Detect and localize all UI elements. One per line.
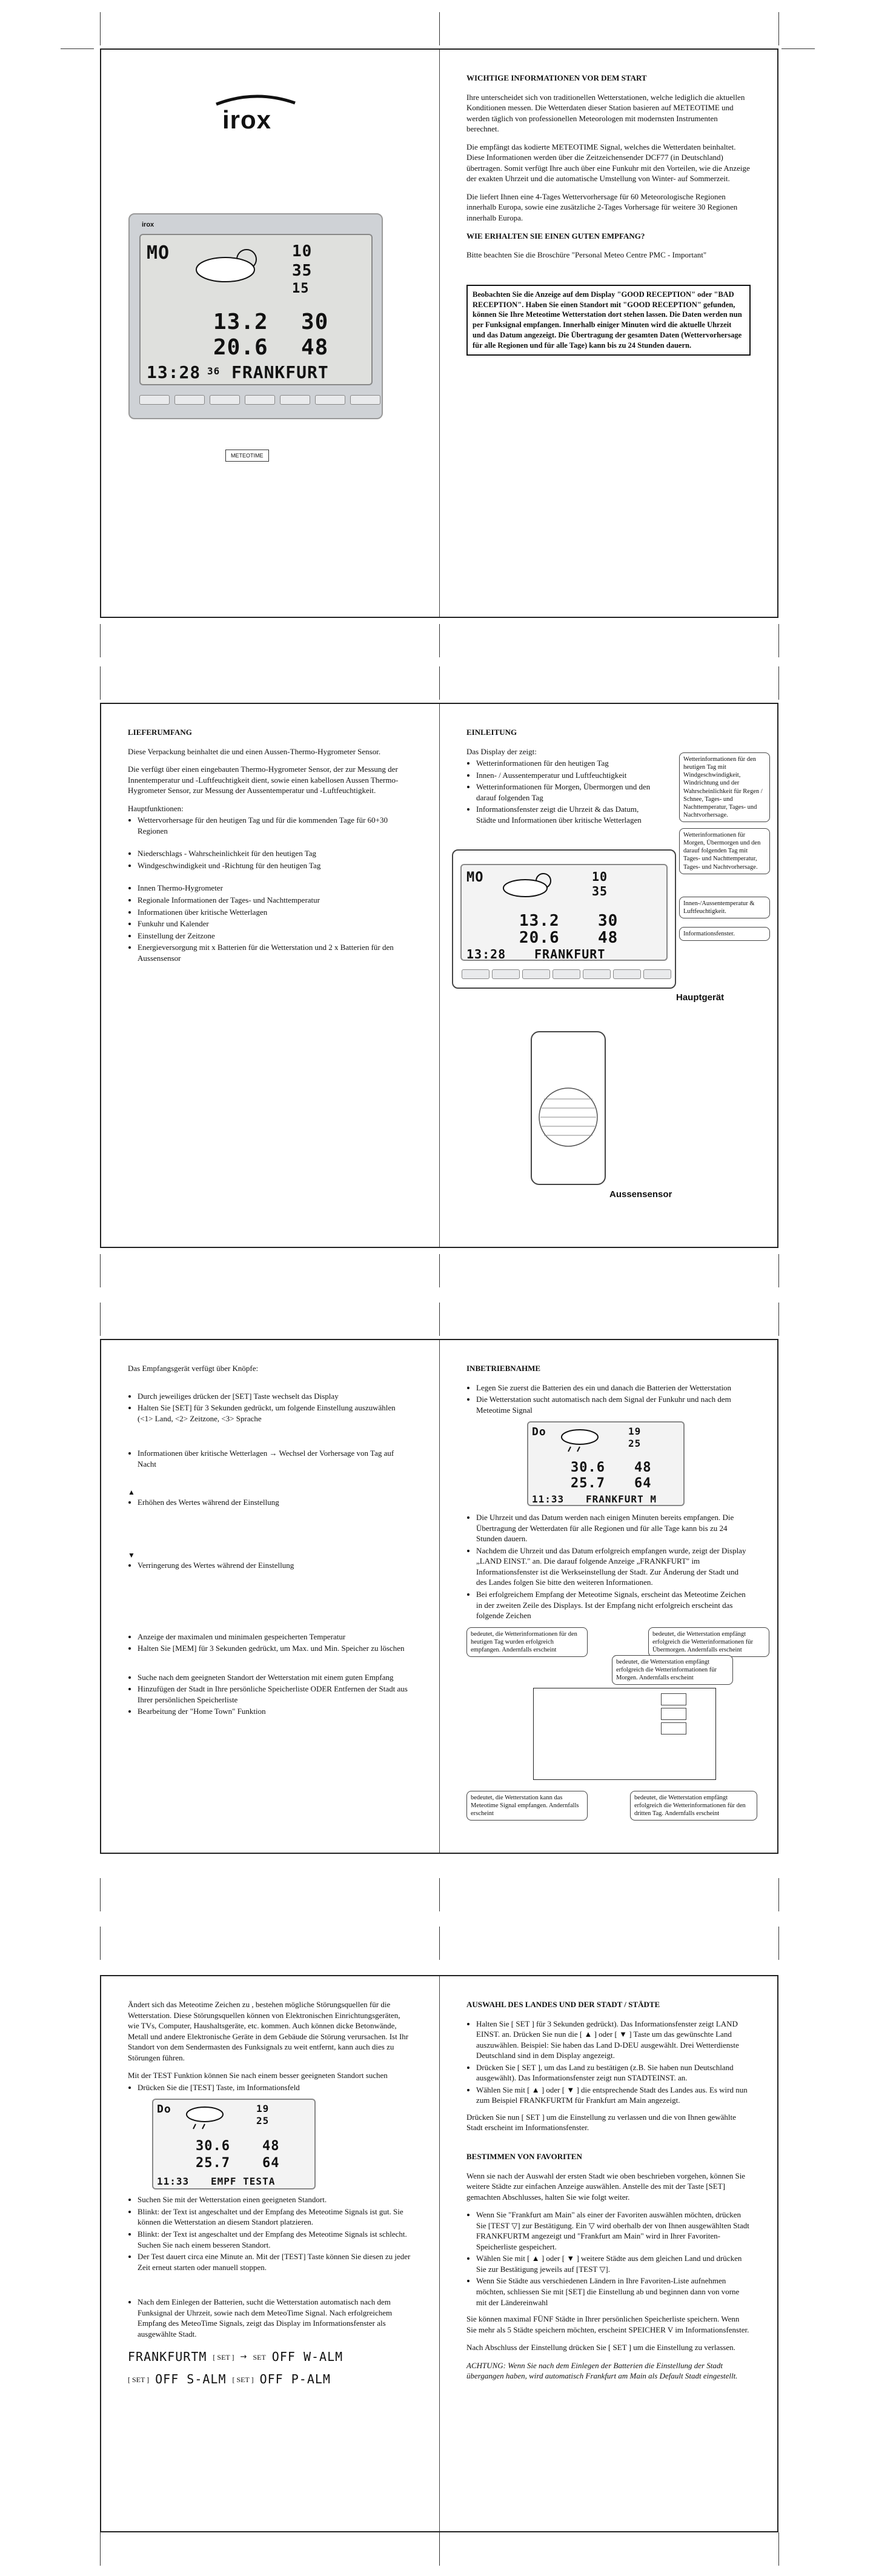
p4-para-r2: Wenn sie nach der Auswahl der ersten Stadt wie oben beschrieben vorgehen, können Sie weitere Städte zur einfachen Anzeige auswählen. Anstelle des mit der Taste [SET] gemachten Abschlusses, halten Sie wie folgt weiter.	[466, 2171, 746, 2202]
lcd-time: 13:28	[466, 947, 506, 961]
lcd-outline-cell	[661, 1693, 686, 1705]
p4-para-r1: Drücken Sie nun [ SET ] um die Einstellung zu verlassen und die von Ihnen gewählte Stadt erscheint im Informationsfenster.	[466, 2112, 736, 2133]
lcd-city: EMPF TESTA	[211, 2176, 276, 2188]
page-3-right	[439, 1340, 777, 1853]
list-item: • Wenn Sie "Frankfurt am Main" als einer der Favoriten auswählen möchten, drücken Sie [TEST ▽] zur Bestätigung. Ein ▽ wird oberhalb der von Ihnen ausgewählten Stadt FRANKFURTM angezeigt und "Frankfurt am Main" wird in Ihrer Favoriten-Speicherliste gespeichert.	[476, 2209, 751, 2252]
list-item: • Bei erfolgreichem Empfang der Meteotime Signals, erscheint das Meteotime Zeichen in der zweiten Zeile des Displays. Ist der Empfang nicht erfolgreich erscheint das folgende Zeichen	[476, 1589, 751, 1621]
down-button-list	[128, 1560, 413, 1571]
p1-para1: Ihre unterscheidet sich von traditionellen Wetterstationen, welche lediglich die aktuellen Konditionen messen. Die Wetterdaten dieser Station basieren auf METEOTIME und werden täglich von professionellen Meteorologen mit modernsten Instrumenten berechnet.	[466, 92, 745, 134]
list-item: • Funkuhr und Kalender	[138, 918, 413, 929]
country-list	[466, 2019, 751, 2106]
p3-intro: Das Empfangsgerät verfügt über Knöpfe:	[128, 1364, 259, 1373]
page-1	[100, 48, 778, 618]
list-item: • Hinzufügen der Stadt in Ihre persönliche Speicherliste ODER Entfernen der Stadt aus Ihrer persönlichen Speicherliste	[138, 1684, 413, 1705]
cloud-rain-icon	[181, 2103, 235, 2130]
irox-logo	[210, 92, 301, 134]
p2-intro-r: Das Display der zeigt:	[466, 746, 537, 756]
list-item: • Wetterinformationen für den heutigen Tag	[476, 758, 658, 769]
cloud-sun-icon	[189, 244, 274, 287]
lcd-sec: 36	[207, 365, 221, 377]
callout-info: Informationsfenster.	[679, 927, 770, 941]
list-item: • Innen Thermo-Hygrometer	[138, 883, 413, 894]
device-button	[245, 395, 275, 405]
list-item: • Windgeschwindigkeit und -Richtung für den heutigen Tag	[138, 860, 413, 871]
display-list	[466, 758, 658, 825]
device-button	[350, 395, 380, 405]
up-button-list	[128, 1497, 413, 1508]
seq-set-3: [ SET ]	[128, 2375, 150, 2384]
lcd-t1: 19	[256, 2103, 270, 2115]
heading-reception: WIE ERHALTEN SIE EINEN GUTEN EMPFANG?	[466, 231, 645, 241]
lcd-t3: 15	[292, 281, 310, 296]
device-button	[210, 395, 240, 405]
list-item: • Durch jeweiliges drücken der [SET] Taste wechselt das Display	[138, 1391, 413, 1402]
seq-set-4: [ SET ]	[232, 2375, 254, 2384]
heading-favorites: BESTIMMEN VON FAVORITEN	[466, 2152, 582, 2162]
next-button-list	[128, 1448, 413, 1469]
note-third-day: bedeutet, die Wetterstation empfängt erfolgreich die Wetterinformationen für den dritten Tag. Andernfalls erscheint	[630, 1791, 757, 1821]
lcd-outline	[533, 1688, 716, 1780]
list-item: • Die Wetterstation sucht automatisch nach dem Signal der Funkuhr und nach dem Meteotime Signal	[476, 1394, 751, 1415]
lcd-time: 13:28	[147, 362, 201, 382]
seq-p-alm: OFF P-ALM	[259, 2372, 331, 2387]
page-4-left	[101, 1976, 439, 2531]
list-item: • Der Test dauert circa eine Minute an. Mit der [TEST] Taste können Sie diesen zu jeder Zeit erneut starten oder manuell stoppen.	[138, 2251, 413, 2272]
p4-para1: Ändert sich das Meteotime Zeichen zu , bestehen mögliche Störungsquellen für die Wetterstation. Diese Störungsquellen können von Elektronischen Einrichtungsgeräten, wie TVs, Computer, Haushaltsgeräte, etc. kommen. Auch können dicke Betonwände, Metall und andere Elektronische Geräte in dem Gebäude die Störung verursachen. Ist Ihr Standort von dem Sendermasten des Funksignals zu weit entfernt, kann auch dies zu Störungen führen.	[128, 2000, 409, 2062]
meteotime-logo-text: METEOTIME	[231, 453, 264, 459]
note-tomorrow: bedeutet, die Wetterstation empfängt erfolgreich die Wetterinformationen für Morgen. Andernfalls erscheint	[612, 1655, 733, 1685]
lcd-in-temp: 30.6	[196, 2139, 230, 2154]
device-buttons	[139, 395, 380, 405]
lcd-t2: 25	[256, 2115, 270, 2127]
list-item: • Erhöhen des Wertes während der Einstellung	[138, 1497, 413, 1508]
lcd-out-temp: 20.6	[519, 929, 560, 947]
device-button	[280, 395, 310, 405]
lcd-city: FRANKFURT	[231, 362, 329, 382]
p1-para4: Bitte beachten Sie die Broschüre "Personal Meteo Centre PMC - Important"	[466, 250, 707, 260]
heading-intro: EINLEITUNG	[466, 728, 517, 737]
sensor-grille-icon	[532, 1032, 605, 1184]
p1-para2: Die empfängt das kodierte METEOTIME Signal, welches die Wetterdaten beinhaltet. Diese Informationen werden über die Zeitzeichensender DCF77 (in Deutschland) übertragen. Somit verfügt Ihre auch über eine Funkuhr mit den Vorteilen, wie die Anzeige der exakten Uhrzeit und die automatische Umstellung von Winter- auf Sommerzeit.	[466, 142, 750, 184]
list-item: • Wettervorhersage für den heutigen Tag und für die kommenden Tage für 60+30 Regionen	[138, 815, 413, 836]
sensor-caption: Aussensensor	[609, 1189, 672, 1200]
test-list-a	[128, 2082, 413, 2093]
lcd-in-hum: 30	[598, 912, 619, 930]
list-item: • Legen Sie zuerst die Batterien des ein und danach die Batterien der Wetterstation	[476, 1383, 751, 1393]
heading-important: WICHTIGE INFORMATIONEN VOR DEM START	[466, 73, 647, 82]
callout-today: Wetterinformationen für den heutigen Tag mit Windgeschwindigkeit, Windrichtung und der Wahrscheinlichkeit für Regen / Schnee, Tages- und Nachttemperatur, Tages- und Nachtvorhersage.	[679, 752, 770, 822]
lcd-day: Do	[532, 1426, 546, 1439]
lcd-out-temp: 25.7	[196, 2156, 230, 2171]
list-item: • Wetterinformationen für Morgen, Übermorgen und den darauf folgenden Tag	[476, 782, 658, 803]
device-button	[613, 969, 641, 979]
cloud-sun-icon	[498, 870, 565, 900]
alarm-sequence-1	[128, 2349, 413, 2365]
list-item: • Informationen über kritische Wetterlagen	[138, 907, 413, 918]
lcd-out-hum: 64	[634, 1476, 652, 1492]
device-button	[139, 395, 170, 405]
heading-contents: LIEFERUMFANG	[128, 728, 192, 737]
lcd-t1: 10	[592, 869, 608, 884]
down-arrow-icon: ▼	[128, 1551, 135, 1560]
p2-para: Die verfügt über einen eingebauten Thermo-Hygrometer Sensor, der zur Messung der Innentemperatur und -Luftfeuchtigkeit dient, sowie einen kabellosen Aussen Thermo-Hygrometer Sensor, zur Messung der Aussentemperatur und -Luftfeuchtigkeit.	[128, 765, 399, 795]
lcd-t2: 35	[592, 884, 608, 898]
seq-set-1: [ SET ]	[213, 2352, 234, 2362]
list-item: • Verringerung des Wertes während der Einstellung	[138, 1560, 413, 1571]
p2-intro: Diese Verpackung beinhaltet die und einen Aussen-Thermo-Hygrometer Sensor.	[128, 746, 381, 756]
reception-box: Beobachten Sie die Anzeige auf dem Display "GOOD RECEPTION" oder "BAD RECEPTION". Haben Sie einen Standort mit "GOOD RECEPTION" gefunden, können Sie Ihre Meteotime Wetterstation dort stehen lassen. Die Daten werden nun per Funksignal empfangen. Innerhalb einiger Minuten wird die aktuelle Uhrzeit und das Datum angezeigt. Die Übertragung der gesamten Daten (Wettervorhersage für alle Regionen und für alle Tage) kann bis zu 24 Stunden dauern.	[466, 285, 751, 356]
seq-set-2: SET	[253, 2352, 266, 2362]
lcd-out-hum: 48	[598, 929, 619, 947]
lcd-outline-cell	[661, 1708, 686, 1720]
lcd-out-temp: 25.7	[571, 1476, 605, 1492]
meteotime-logo	[225, 450, 269, 462]
lcd-in-hum: 48	[634, 1460, 652, 1476]
list-item: • Halten Sie [MEM] für 3 Sekunden gedrückt, um Max. und Min. Speicher zu löschen	[138, 1643, 413, 1654]
lcd-t2: 35	[292, 262, 313, 280]
up-arrow-icon: ▲	[128, 1488, 135, 1497]
heading-country-city: AUSWAHL DES LANDES UND DER STADT / STÄDTE	[466, 2000, 660, 2009]
callout-in-out: Innen-/Aussentemperatur & Luftfeuchtigkeit.	[679, 897, 770, 918]
list-item: • Wählen Sie mit [ ▲ ] oder [ ▼ ] weitere Städte aus dem gleichen Land und drücken Sie zur Bestätigung jeweils auf [TEST ▽].	[476, 2253, 751, 2274]
list-item: • Drücken Sie die [TEST] Taste, im Informationsfeld	[138, 2082, 413, 2093]
main-unit-drawing	[452, 849, 676, 989]
list-item: • Niederschlags - Wahrscheinlichkeit für den heutigen Tag	[138, 848, 413, 859]
device-brand: irox	[142, 221, 154, 228]
list-item: • Halten Sie [ SET ] für 3 Sekunden gedrückt). Das Informationsfenster zeigt LAND EINST. an. Drücken Sie nun die [ ▲ ] oder [ ▼ ] Taste um das gewünschte Land auszuwählen. Beispiel: Sie haben das Land D-DEU ausgewählt. Drei Wetterdienste Deutschland sind in dem Display angezeigt.	[476, 2019, 751, 2061]
seq-w-alm: OFF W-ALM	[271, 2349, 343, 2365]
logo-text: irox	[222, 105, 272, 134]
callout-forecast: Wetterinformationen für Morgen, Übermorgen und den darauf folgenden Tag mit Tages- und Nachttemperatur, Tages- und Nachtvorhersage.	[679, 828, 770, 874]
function-list-3	[128, 883, 413, 963]
list-item: • Energieversorgung mit x Batterien für die Wetterstation und 2 x Batterien für den Aussensensor	[138, 942, 413, 963]
device-buttons	[462, 969, 671, 979]
page-2-left	[101, 704, 439, 1247]
setup-list-2	[466, 1512, 751, 1621]
device-button	[522, 969, 550, 979]
p3-lcd	[527, 1421, 685, 1506]
p4-para-r4: Nach Abschluss der Einstellung drücken Sie [ SET ] um die Einstellung zu verlassen.	[466, 2343, 735, 2352]
favorites-list	[466, 2209, 751, 2308]
list-item: • Drücken Sie [ SET ], um das Land zu bestätigen (z.B. Sie haben nun Deutschland ausgewählt). Das Informationsfenster zeigt nun STADTEINST. an.	[476, 2062, 751, 2083]
lcd-in-temp: 30.6	[571, 1460, 605, 1476]
list-item: • Wählen Sie mit [ ▲ ] oder [ ▼ ] die entsprechende Stadt des Landes aus. Es wird nun zum Beispiel FRANKFURTM für Frankfurt am Main angezeigt.	[476, 2085, 751, 2106]
sensor-drawing	[531, 1031, 606, 1185]
seq-s-alm: OFF S-ALM	[155, 2372, 227, 2387]
device-button	[552, 969, 580, 979]
lcd-out-temp: 20.6	[213, 335, 268, 360]
page-2	[100, 703, 778, 1248]
test-list-b	[128, 2194, 413, 2272]
p2-functions-label: Hauptfunktionen:	[128, 803, 184, 813]
page-2-right	[439, 704, 777, 1247]
device-button	[583, 969, 611, 979]
p2-lcd	[460, 864, 668, 961]
p1-para3: Die liefert Ihnen eine 4-Tages Wettervorhersage für 60 Meteorologische Regionen innerhalb Europa, sowie eine zusätzliche 2-Tages Vorhersage für weitere 30 Regionen innerhalb Europa.	[466, 191, 738, 223]
list-item: • Regionale Informationen der Tages- und Nachttemperatur	[138, 895, 413, 906]
device-button	[315, 395, 345, 405]
list-item: • Innen- / Aussentemperatur und Luftfeuchtigkeit	[476, 770, 658, 781]
weather-station-device	[128, 213, 383, 419]
note-meteotime: bedeutet, die Wetterstation kann das Meteotime Signal empfangen. Andernfalls erscheint	[466, 1791, 588, 1821]
device-button	[492, 969, 520, 979]
lcd-t1: 10	[292, 242, 313, 261]
note-today: bedeutet, die Wetterinformationen für den heutigen Tag wurden erfolgreich empfangen. Andernfalls erscheint	[466, 1627, 588, 1657]
lcd-in-temp: 13.2	[213, 310, 268, 334]
device-button	[643, 969, 671, 979]
signal-diagram	[466, 1627, 754, 1827]
arrow-right-icon: →	[240, 2352, 247, 2362]
lcd-city: FRANKFURT M	[586, 1493, 657, 1505]
heading-setup: INBETRIEBNAHME	[466, 1364, 541, 1373]
setup-list-1	[466, 1383, 751, 1416]
page-1-right	[439, 50, 777, 617]
list-item: • Blinkt: der Text ist angeschaltet und der Empfang des Meteotime Signals ist schlecht. Suchen Sie nach einem besseren Standort.	[138, 2229, 413, 2250]
device-button	[174, 395, 205, 405]
lcd-in-temp: 13.2	[519, 912, 560, 930]
page-4-right	[439, 1976, 777, 2531]
mem-button-list	[128, 1632, 413, 1654]
lcd-out-hum: 48	[301, 335, 329, 360]
p4-para-r3: Sie können maximal FÜNF Städte in Ihrer persönlichen Speicherliste speichern. Wenn Sie mehr als 5 Städte speichern möchten, erscheint SPEICHER V im Informationsfenster.	[466, 2314, 749, 2334]
device-button	[462, 969, 489, 979]
p4-para-r5: ACHTUNG: Wenn Sie nach dem Einlegen der Batterien die Einstellung der Stadt übergangen haben, wird automatisch Frankfurt am Main als Default Stadt eingestellt.	[466, 2360, 738, 2381]
list-item: • Anzeige der maximalen und minimalen gespeicherten Temperatur	[138, 1632, 413, 1642]
set-button-list	[128, 1391, 413, 1424]
function-list-1	[128, 815, 413, 836]
lcd-time: 11:33	[157, 2176, 190, 2188]
list-item: • Informationen über kritische Wetterlagen → Wechsel der Vorhersage von Tag auf Nacht	[138, 1448, 413, 1469]
list-item: • Blinkt: der Text ist angeschaltet und der Empfang des Meteotime Signals ist gut. Sie können die Wetterstation an diesem Standort platzieren.	[138, 2206, 413, 2228]
cloud-rain-icon	[556, 1426, 610, 1453]
lcd-day: Do	[157, 2103, 171, 2116]
list-item: • Suche nach dem geeigneten Standort der Wetterstation mit einem guten Empfang	[138, 1672, 413, 1683]
lcd-outline-cell	[661, 1722, 686, 1734]
device-lcd	[139, 234, 373, 385]
note-day-after: bedeutet, die Wetterstation empfängt erfolgreich die Wetterinformationen für Übermorgen. Andernfalls erscheint	[648, 1627, 769, 1657]
list-item: • Bearbeitung der "Home Town" Funktion	[138, 1706, 413, 1717]
lcd-t1: 19	[628, 1426, 642, 1438]
lcd-time: 11:33	[532, 1493, 565, 1505]
list-item: • Nachdem die Uhrzeit und das Datum erfolgreich empfangen wurde, zeigt der Display „LAND EINST." an. Die darauf folgende Anzeige „FRANKFURT" im Informationsfenster ist die Werkseinstellung der Stadt. Zur Änderung der Stadt und des Landes folgen Sie bitte den weiteren Informationen.	[476, 1545, 751, 1588]
seq-city: FRANKFURTM	[128, 2349, 207, 2365]
p4-para2: Mit der TEST Funktion können Sie nach einem besser geeigneten Standort suchen	[128, 2071, 388, 2080]
list-item: • Nach dem Einlegen der Batterien, sucht die Wetterstation automatisch nach dem Funksignal der Uhrzeit, sowie nach dem MeteoTime Signal. Nach erfolgreichem Empfang des MeteoTime Signals, zeigt das Display im Informationsfenster als ausgewählte Stadt.	[138, 2297, 413, 2339]
list-item: • Wenn Sie Städte aus verschiedenen Ländern in Ihre Favoriten-Liste aufnehmen möchten, schliessen Sie mit [SET] die Einstellung ab und beginnen dann von vorne mit der Ländereinwahl	[476, 2276, 751, 2308]
lcd-in-hum: 30	[301, 310, 329, 334]
test-button-list	[128, 1672, 413, 1717]
page-3	[100, 1339, 778, 1854]
list-item: • Einstellung der Zeitzone	[138, 931, 413, 941]
page-1-left	[101, 50, 439, 617]
lcd-day: MO	[466, 870, 484, 885]
list-item: • Suchen Sie mit der Wetterstation einen geeigneten Standort.	[138, 2194, 413, 2205]
main-unit-caption: Hauptgerät	[676, 992, 725, 1003]
p4-lcd	[152, 2099, 316, 2189]
function-list-2	[128, 848, 413, 871]
test-list-c	[128, 2297, 413, 2339]
page-4	[100, 1975, 778, 2532]
page-3-left	[101, 1340, 439, 1853]
lcd-city: FRANKFURT	[534, 947, 606, 961]
lcd-in-hum: 48	[262, 2139, 280, 2154]
list-item: • Die Uhrzeit und das Datum werden nach einigen Minuten bereits empfangen. Die Übertragung der Wetterdaten für alle Regionen und für alle Tage kann bis zu 24 Stunden dauern.	[476, 1512, 751, 1544]
lcd-out-hum: 64	[262, 2156, 280, 2171]
alarm-sequence-2	[128, 2371, 413, 2388]
lcd-t2: 25	[628, 1438, 642, 1450]
lcd-day: MO	[147, 242, 170, 264]
list-item: • Halten Sie [SET] für 3 Sekunden gedrückt, um folgende Einstellung auszuwählen (<1> Land, <2> Zeitzone, <3> Sprache	[138, 1403, 413, 1424]
list-item: • Informationsfenster zeigt die Uhrzeit & das Datum, Städte und Informationen über kritische Wetterlagen	[476, 804, 658, 825]
